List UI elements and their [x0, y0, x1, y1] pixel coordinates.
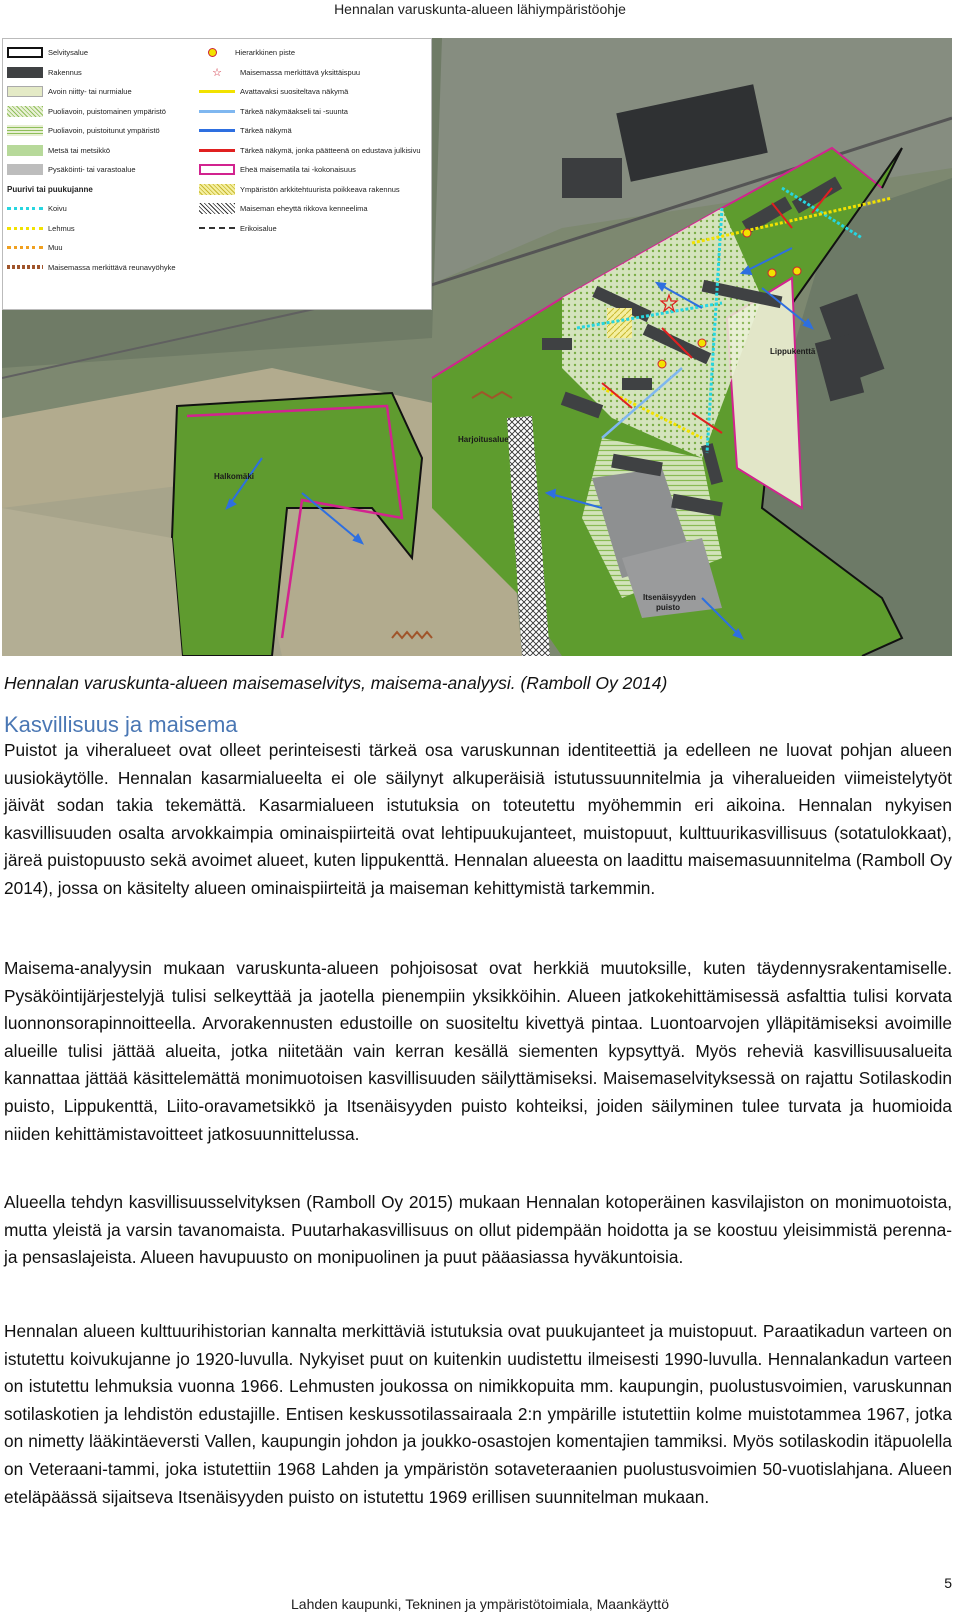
green-fill-swatch-icon	[7, 145, 43, 156]
legend-item	[7, 43, 203, 63]
legend-label: Puurivi tai puukujanne	[7, 184, 93, 194]
page-number: 5	[944, 1575, 952, 1591]
legend-label: Hierarkkinen piste	[235, 48, 296, 58]
legend-item	[199, 141, 431, 161]
cyan-dotted-line-icon	[7, 207, 43, 210]
legend-label: Pysäköinti- tai varastoalue	[48, 165, 136, 175]
light-blue-arrow-icon	[199, 110, 235, 113]
brown-zigzag-line-icon	[7, 265, 43, 269]
legend-item	[199, 102, 431, 122]
light-green-fill-swatch-icon	[7, 86, 43, 97]
figure-caption: Hennalan varuskunta-alueen maisemaselvitys, maisema-analyysi. (Ramboll Oy 2014)	[4, 673, 668, 693]
legend-label: Metsä tai metsikkö	[48, 145, 111, 155]
legend-label: Eheä maisematila tai -kokonaisuus	[240, 165, 356, 175]
map-legend	[2, 38, 432, 310]
yellow-circle-marker-icon	[208, 48, 217, 57]
map-label-lippukentta: Lippukenttä	[770, 347, 816, 356]
magenta-outline-swatch-icon	[199, 164, 235, 175]
legend-item	[199, 219, 431, 239]
paragraph: Alueella tehdyn kasvillisuusselvityksen (Ramboll Oy 2015) mukaan Hennalan kotoperäinen kasvilajiston on monimuotoista, mutta yleistä ja varsin tavanomaista. Puutarhakasvillisuus on ollut pidempään hoidotta ja se koostuu yleisimmistä perenna- ja pensaslajeista. Alueen havupuusto on monipuolinen ja puut pääasiassa hyväkuntoisia.	[4, 1192, 952, 1268]
red-star-marker-icon: ☆	[212, 66, 222, 79]
legend-item	[7, 82, 203, 102]
legend-label: Tärkeä näkymä	[240, 126, 292, 136]
section-heading: Kasvillisuus ja maisema	[4, 712, 238, 737]
paragraph: Hennalan alueen kulttuurihistorian kannalta merkittäviä istutuksia ovat puukujanteet ja muistopuut. Paraatikadun varteen on istutettu koivukujanne jo 1920-luvulla. Nykyiset puut on kuitenkin uudistettu ilmeisesti 1990-luvulla. Hennalankadun varteen on istutettu lehmuksia vuonna 1966. Lehmusten joukossa on nimikkopuita mm. kaupungin, puolustusvoimien, varuskunnan sotilaskotien ja lehdistön edustajille. Entisen keskussotilassairaala 2:n ympärille istutettiin kolme muistotammea 1967, jotka on nimetty lääkintäeversti Vallen, kaupungin johdon ja joukko-osastojen komentajien tammiksi. Myös sotilaskodin itäpuolella on Veteraani-tammi, joka istutettiin 1968 Lahden ja ympäristön sotaveteraanien puolustusvoimien 50-vuotislahjana. Alueen eteläpäässä sijaitseva Itsenäisyyden puisto on istutettu 1969 erillisen suunnitelman mukaan.	[4, 1321, 952, 1507]
legend-label: Rakennus	[48, 67, 82, 77]
map-label-halkomaki: Halkomäki	[214, 472, 255, 481]
legend-label: Tärkeä näkymä, jonka päätteenä on edustava julkisivu	[240, 145, 421, 155]
legend-label: Ympäristön arkkitehtuurista poikkeava rakennus	[240, 184, 400, 194]
yellow-hatched-swatch-icon	[199, 184, 235, 195]
dashed-line-icon	[199, 227, 235, 229]
legend-item	[7, 102, 203, 122]
legend-item	[199, 121, 431, 141]
green-striped-swatch-icon	[7, 125, 43, 136]
legend-item	[7, 121, 203, 141]
dark-grey-fill-swatch-icon	[7, 67, 43, 78]
legend-heading	[7, 180, 203, 200]
orange-dotted-line-icon	[7, 246, 43, 249]
legend-item	[199, 199, 431, 219]
legend-item	[199, 160, 431, 180]
yellow-line-icon	[199, 90, 235, 93]
red-arrow-icon	[199, 149, 235, 152]
blue-arrow-icon	[199, 129, 235, 132]
map-label-puisto: puisto	[656, 603, 680, 612]
paragraph: Maisema-analyysin mukaan varuskunta-alueen pohjoisosat ovat herkkiä muutoksille, kuten täydennysrakentamiselle. Pysäköintijärjestelyjä tulisi selkeyttää ja jaotella pienempiin yksikköihin. Alueen jatkokehittämisessä asfalttia tulisi korvata luonnonsorapinnoitteella. Arvorakennusten edustoille on suositeltu kivettyä pintaa. Luontoarvojen ylläpitämiseksi avoimille alueille tulisi jättää alueita, jotka niitetään vain kerran kesällä siementen kypsyttyä. Myös reheviä kasvillisuusalueita kannattaa jättää käsittelemättä monimuotoisen kasvillisuuden säilyttämiseksi. Maisemaselvityksessä on rajattu Sotilaskodin puisto, Lippukenttä, Liito-oravametsikkö ja Itsenäisyyden puisto kohteiksi, joiden säilyminen tulee turvata ja huomioida niiden kehittämistavoitteet jatkosuunnittelussa.	[4, 958, 952, 1144]
legend-item	[7, 199, 203, 219]
yellow-dotted-line-icon	[7, 227, 43, 230]
legend-label: Tärkeä näkymäakseli tai -suunta	[240, 106, 348, 116]
grey-fill-swatch-icon	[7, 164, 43, 175]
legend-label: Avattavaksi suositeltava näkymä	[240, 87, 349, 97]
legend-item	[199, 180, 431, 200]
legend-label: Maisemassa merkittävä reunavyöhyke	[48, 262, 176, 272]
legend-label: Puoliavoin, puistomainen ympäristö	[48, 106, 166, 116]
crosshatched-swatch-icon	[199, 203, 235, 214]
running-header: Hennalan varuskunta-alueen lähiympäristöohje	[334, 1, 626, 17]
legend-label: Lehmus	[48, 223, 75, 233]
legend-item	[7, 63, 203, 83]
legend-item	[199, 43, 431, 63]
legend-label: Avoin niitty- tai nurmialue	[48, 87, 132, 97]
legend-column-right	[199, 43, 431, 238]
green-hatched-swatch-icon	[7, 106, 43, 117]
legend-item	[7, 219, 203, 239]
legend-item	[199, 82, 431, 102]
landscape-analysis-map	[2, 38, 952, 656]
legend-item	[7, 258, 203, 278]
legend-label: Selvitysalue	[48, 48, 89, 58]
legend-label: Puoliavoin, puistoitunut ympäristö	[48, 126, 160, 136]
legend-label: Erikoisalue	[240, 223, 277, 233]
legend-item	[7, 238, 203, 258]
legend-label: Maiseman eheyttä rikkova kenneelima	[240, 204, 368, 214]
map-label-itsenaisyyden: Itsenäisyyden	[643, 593, 696, 602]
legend-label: Maisemassa merkittävä yksittäispuu	[240, 67, 361, 77]
legend-label: Muu	[48, 243, 63, 253]
page-footer: Lahden kaupunki, Tekninen ja ympäristötoimiala, Maankäyttö	[291, 1596, 669, 1612]
legend-column-left	[7, 43, 203, 277]
legend-item	[199, 63, 431, 83]
legend-item	[7, 141, 203, 161]
black-outline-swatch-icon	[7, 47, 43, 58]
legend-label: Koivu	[48, 204, 67, 214]
map-label-harjoitusalue: Harjoitusalue	[458, 435, 509, 444]
legend-item	[7, 160, 203, 180]
paragraph: Puistot ja viheralueet ovat olleet perinteisesti tärkeä osa varuskunnan identiteettiä ja edelleen ne luovat pohjan alueen uusiokäytölle. Hennalan kasarmialueelta ei ole säilynyt alkuperäisiä istutussuunnitelmia ja viheralueiden viimeistelytyöt jäivät sodan takia tekemättä. Kasarmialueen istutuksia on toteutettu myöhemmin eri aikoina. Hennalan nykyisen kasvillisuuden osalta arvokkaimpia ominaispiirteitä ovat lehtipuukujanteet, muistopuut, kulttuurikasvillisuus (sotatulokkaat), järeä puistopuusto sekä avoimet alueet, kuten lippukenttä. Hennalan alueesta on laadittu maisemasuunnitelma (Ramboll Oy 2014), jossa on käsitelty alueen ominaispiirteitä ja maiseman kehittymistä tarkemmin.	[4, 740, 952, 898]
